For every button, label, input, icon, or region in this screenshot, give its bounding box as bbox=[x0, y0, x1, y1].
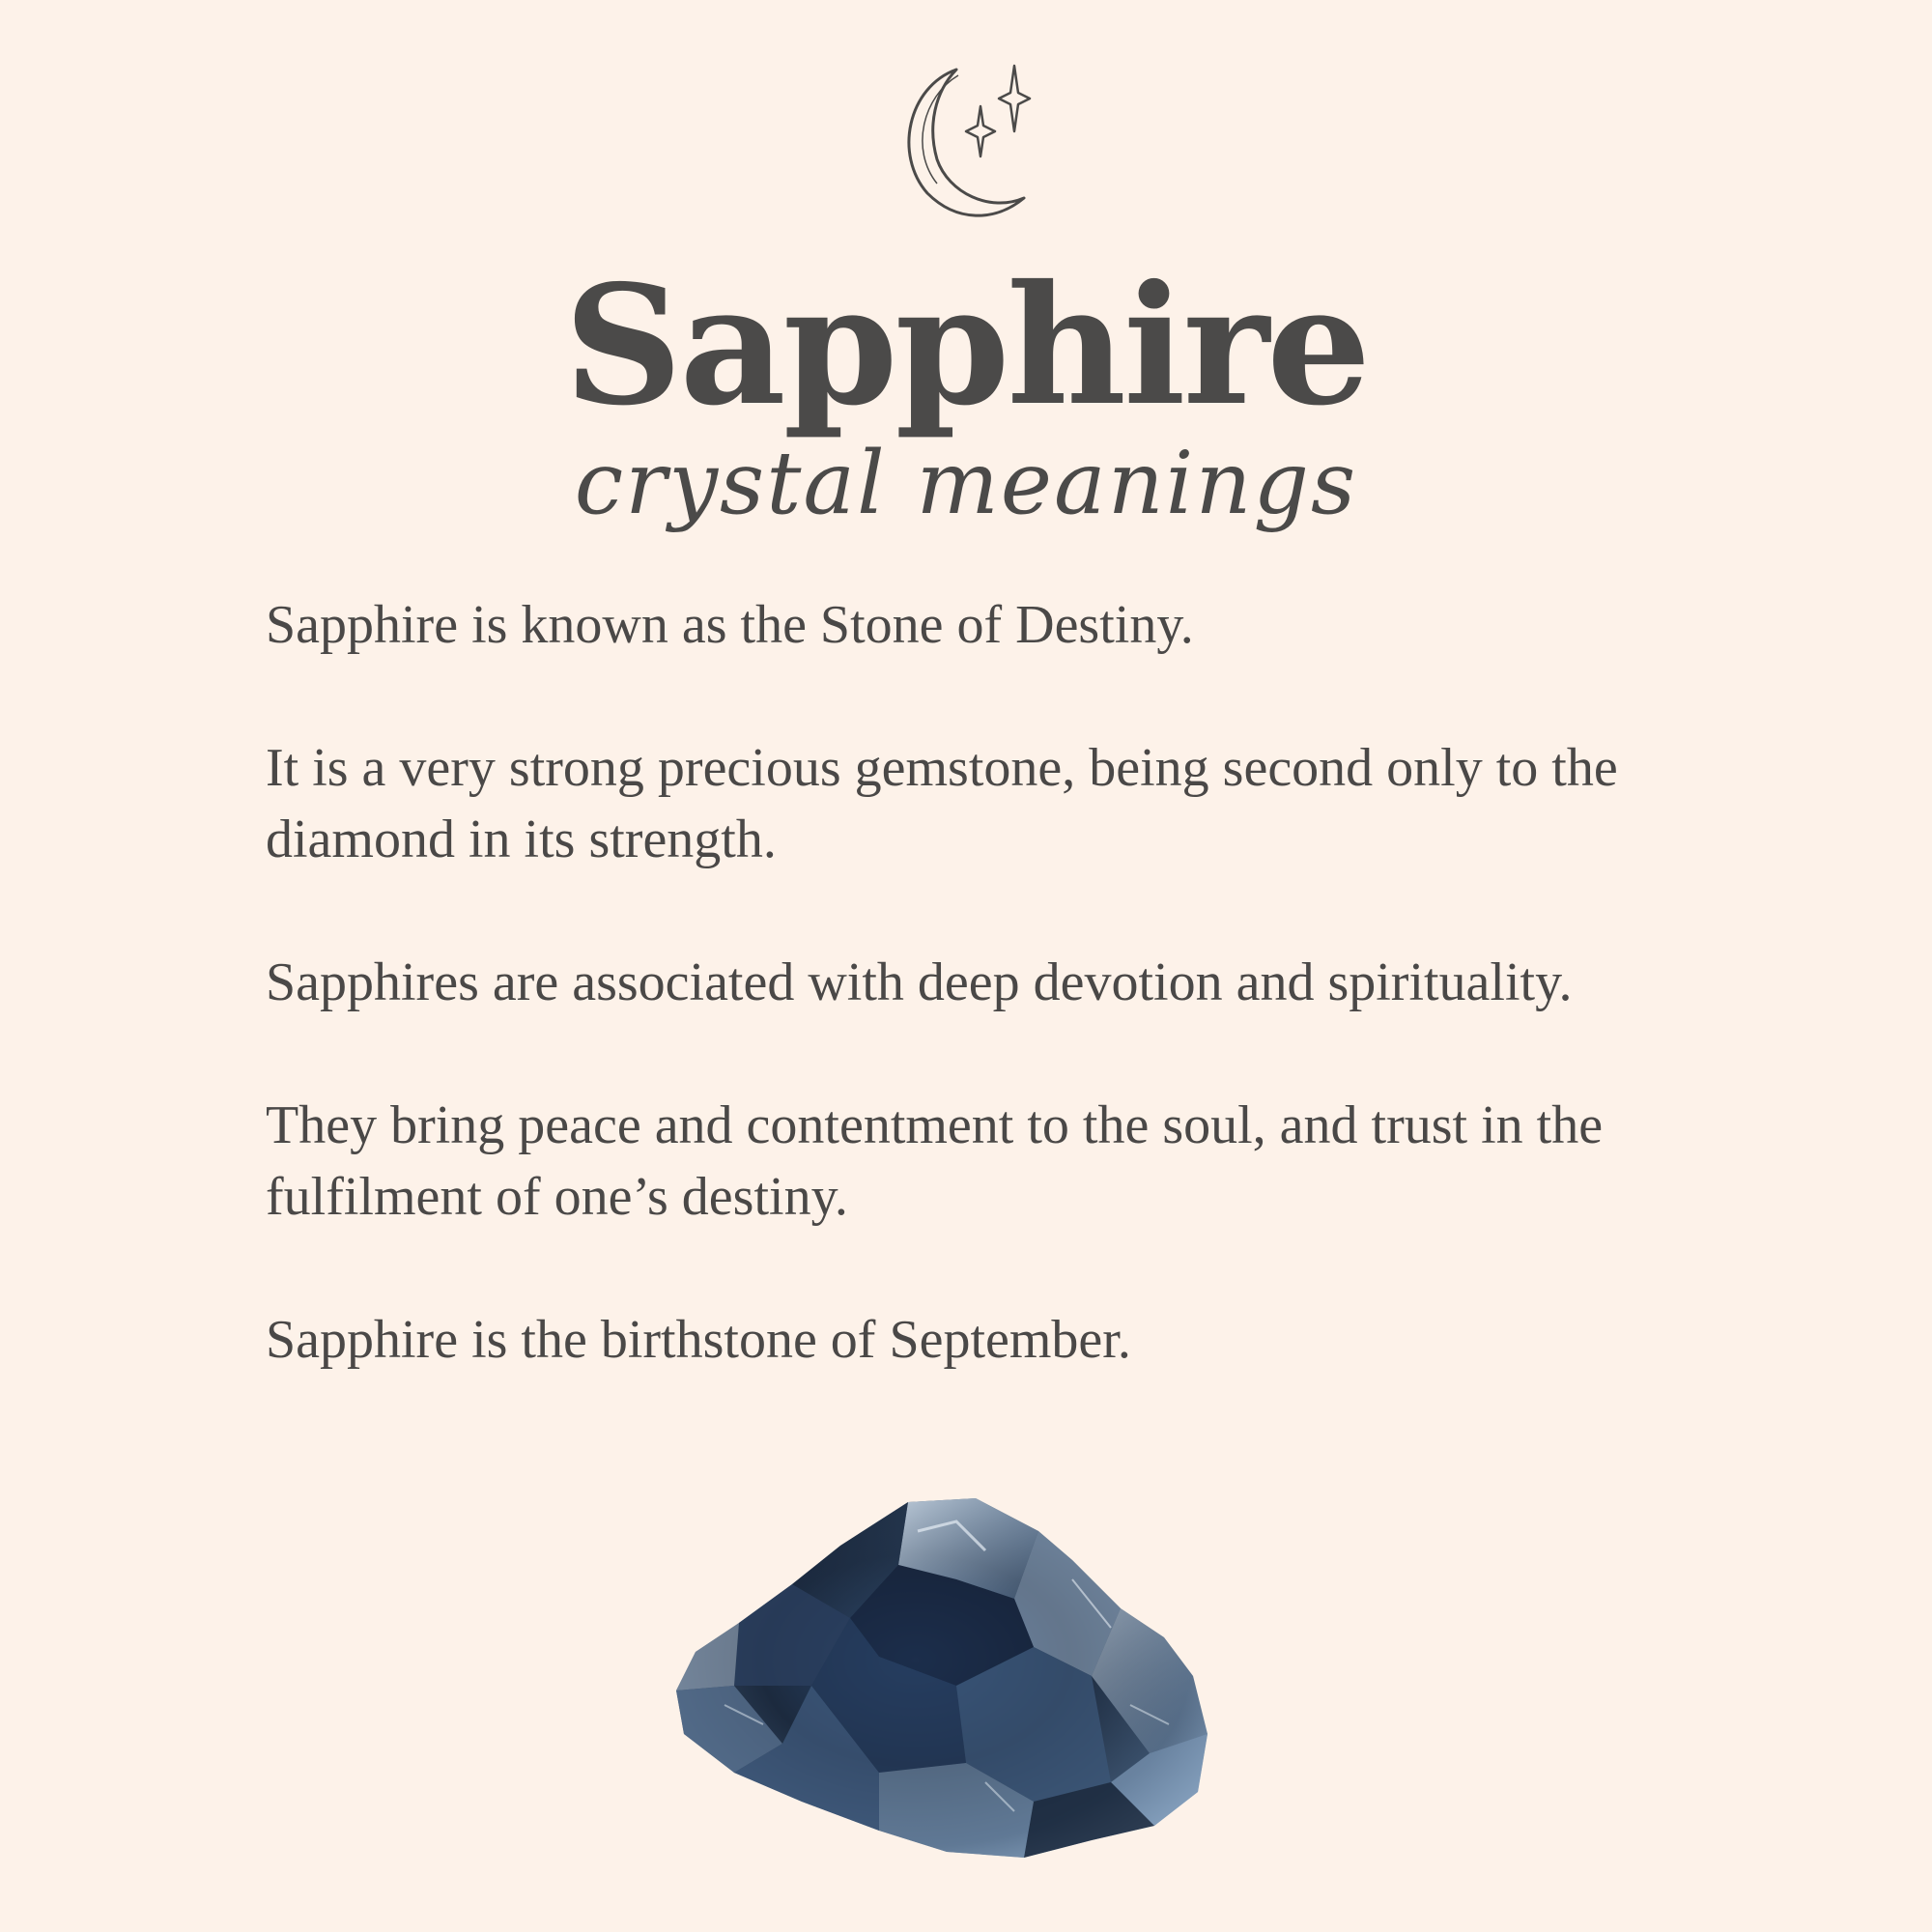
paragraph-destiny: Sapphire is known as the Stone of Destiny. bbox=[266, 595, 1194, 655]
page-title: Sapphire bbox=[563, 249, 1369, 442]
paragraph-peace: They bring peace and contentment to the soul, and trust in the fulfilment of one’s destiny. bbox=[266, 1095, 1604, 1227]
page-subtitle: crystal meanings bbox=[574, 433, 1358, 534]
paragraph-strength: It is a very strong precious gemstone, being second only to the diamond in its strength. bbox=[266, 738, 1618, 869]
sapphire-stone-image bbox=[667, 1492, 1265, 1879]
paragraph-devotion: Sapphires are associated with deep devotion and spirituality. bbox=[266, 952, 1573, 1012]
description-body bbox=[266, 589, 1676, 1447]
moon-stars-icon bbox=[889, 58, 1043, 232]
paragraph-birthstone: Sapphire is the birthstone of September. bbox=[266, 1310, 1131, 1370]
